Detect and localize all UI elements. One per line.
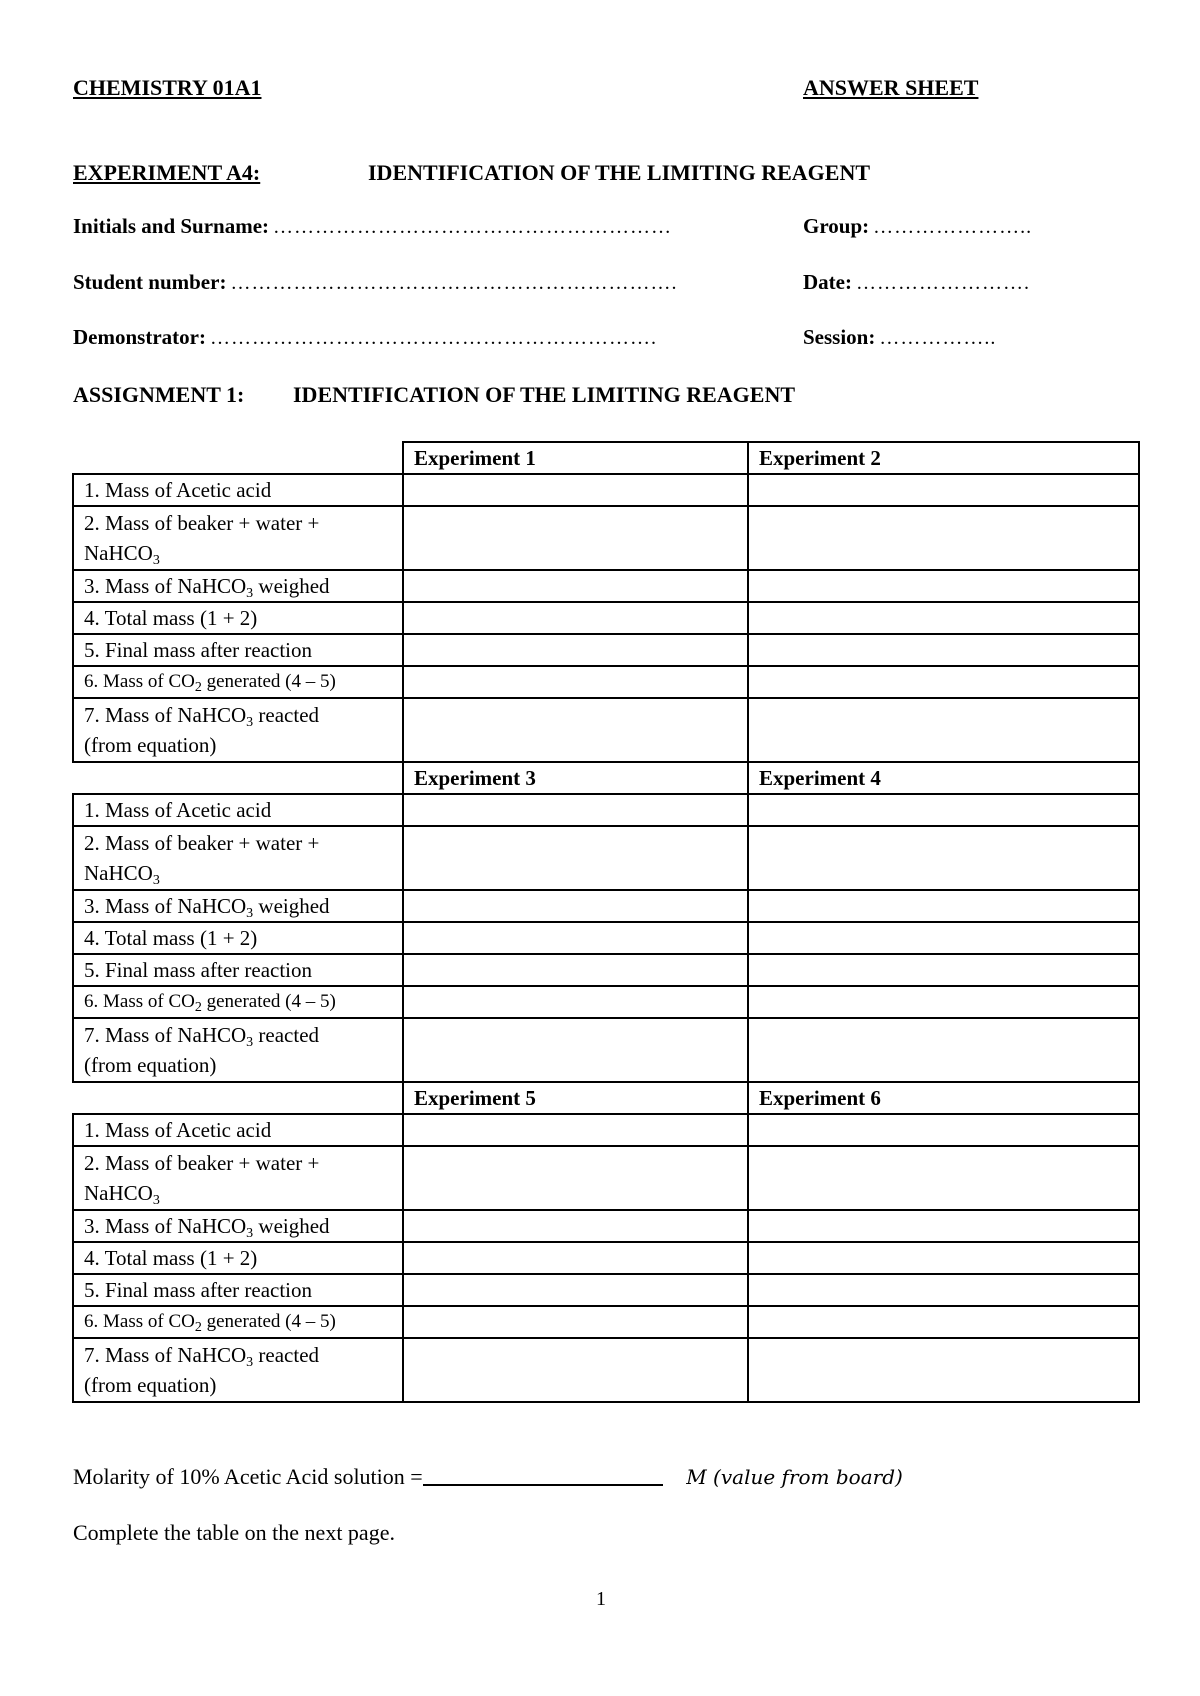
demonstrator-label: Demonstrator: [73, 325, 206, 349]
row-label: 4. Total mass (1 + 2) [73, 922, 403, 954]
session-dots: …………….. [879, 327, 997, 349]
table-row [73, 570, 1139, 602]
answer-cell[interactable] [748, 474, 1139, 506]
table-row [73, 1242, 1139, 1274]
group-dots: ………………….. [873, 216, 1033, 238]
answer-cell[interactable] [403, 474, 748, 506]
experiment-header-row [73, 442, 1139, 474]
answer-cell[interactable] [748, 666, 1139, 698]
row-label: 6. Mass of $CO_2$ generated (4 – 5) [73, 1306, 403, 1338]
sheet-type-title: ANSWER SHEET [803, 75, 979, 100]
answer-cell[interactable] [403, 986, 748, 1018]
table-row [73, 794, 1139, 826]
table-row [73, 922, 1139, 954]
row-label: 6. Mass of $CO_2$ generated (4 – 5) [73, 666, 403, 698]
row-label: 2. Mass of beaker + water + NaHCO$_3$ [73, 506, 403, 570]
row-label: 5. Final mass after reaction [73, 1274, 403, 1306]
answer-cell[interactable] [403, 794, 748, 826]
row-label: 1. Mass of Acetic acid [73, 794, 403, 826]
answer-cell[interactable] [403, 1274, 748, 1306]
blank-cell [73, 1082, 403, 1114]
answer-cell[interactable] [748, 602, 1139, 634]
table-row [73, 506, 1139, 570]
experiment-title: IDENTIFICATION OF THE LIMITING REAGENT [368, 160, 871, 185]
table-row [73, 698, 1139, 762]
student-number-field[interactable] [73, 270, 677, 295]
row-label: 3. Mass of NaHCO$_3$ weighed [73, 890, 403, 922]
experiment-label: EXPERIMENT A4: [73, 160, 261, 185]
name-label: Initials and Surname: [73, 214, 270, 238]
experiment-header: Experiment 5 [403, 1082, 748, 1114]
row-label: 3. Mass of NaHCO$_3$ weighed [73, 570, 403, 602]
name-dots: ………………………………………………… [273, 216, 673, 238]
answer-cell[interactable] [403, 666, 748, 698]
row-label: 7. Mass of NaHCO$_3$ reacted (from equation) [73, 1338, 403, 1402]
row-label: 3. Mass of NaHCO$_3$ weighed [73, 1210, 403, 1242]
molarity-text: Molarity of 10% Acetic Acid solution = [73, 1464, 423, 1489]
name-field[interactable] [73, 214, 672, 239]
date-field[interactable] [803, 270, 1030, 295]
session-field[interactable] [803, 325, 996, 350]
answer-cell[interactable] [748, 1306, 1139, 1338]
row-label: 4. Total mass (1 + 2) [73, 602, 403, 634]
answer-cell[interactable] [748, 1114, 1139, 1146]
experiment-header: Experiment 4 [748, 762, 1139, 794]
answer-cell[interactable] [403, 1146, 748, 1210]
molarity-line [73, 1462, 903, 1490]
table-row [73, 890, 1139, 922]
table-row [73, 1274, 1139, 1306]
answer-cell[interactable] [748, 1210, 1139, 1242]
table-row [73, 1210, 1139, 1242]
answer-cell[interactable] [748, 1338, 1139, 1402]
student-number-label: Student number: [73, 270, 227, 294]
answer-cell[interactable] [748, 986, 1139, 1018]
experiment-header-row [73, 762, 1139, 794]
answer-cell[interactable] [403, 570, 748, 602]
course-title: CHEMISTRY 01A1 [73, 75, 262, 100]
answer-cell[interactable] [403, 698, 748, 762]
answer-cell[interactable] [403, 890, 748, 922]
table-row [73, 602, 1139, 634]
table-row [73, 986, 1139, 1018]
student-number-dots: ………………………………………………………. [230, 272, 678, 294]
answer-cell[interactable] [403, 602, 748, 634]
answer-cell[interactable] [748, 922, 1139, 954]
row-label: 6. Mass of $CO_2$ generated (4 – 5) [73, 986, 403, 1018]
row-label: 5. Final mass after reaction [73, 634, 403, 666]
page-number: 1 [596, 1588, 606, 1610]
blank-cell [73, 762, 403, 794]
answer-cell[interactable] [403, 922, 748, 954]
experiment-header: Experiment 1 [403, 442, 748, 474]
row-label: 7. Mass of NaHCO$_3$ reacted (from equation) [73, 1018, 403, 1082]
table-row [73, 666, 1139, 698]
answer-cell[interactable] [748, 570, 1139, 602]
table-row [73, 474, 1139, 506]
answer-cell[interactable] [748, 1274, 1139, 1306]
row-label: 7. Mass of NaHCO$_3$ reacted (from equation) [73, 698, 403, 762]
answer-cell[interactable] [403, 1114, 748, 1146]
experiment-header: Experiment 6 [748, 1082, 1139, 1114]
demonstrator-field[interactable] [73, 325, 657, 350]
answer-cell[interactable] [403, 634, 748, 666]
row-label: 4. Total mass (1 + 2) [73, 1242, 403, 1274]
answer-cell[interactable] [748, 634, 1139, 666]
group-field[interactable] [803, 214, 1032, 239]
table-row [73, 1018, 1139, 1082]
answer-cell[interactable] [748, 506, 1139, 570]
table-row [73, 634, 1139, 666]
answer-cell[interactable] [403, 1338, 748, 1402]
answer-cell[interactable] [748, 826, 1139, 890]
answer-cell[interactable] [403, 826, 748, 890]
blank-cell [73, 442, 403, 474]
experiment-header: Experiment 3 [403, 762, 748, 794]
table-row [73, 1306, 1139, 1338]
instruction-text: Complete the table on the next page. [73, 1520, 395, 1545]
answer-cell[interactable] [403, 1018, 748, 1082]
row-label: 5. Final mass after reaction [73, 954, 403, 986]
answer-cell[interactable] [403, 1242, 748, 1274]
row-label: 2. Mass of beaker + water + NaHCO$_3$ [73, 1146, 403, 1210]
assignment-title: IDENTIFICATION OF THE LIMITING REAGENT [293, 382, 796, 407]
answer-cell[interactable] [748, 890, 1139, 922]
row-label: 1. Mass of Acetic acid [73, 474, 403, 506]
row-label: 1. Mass of Acetic acid [73, 1114, 403, 1146]
date-label: Date: [803, 270, 852, 294]
table-row [73, 1338, 1139, 1402]
answer-cell[interactable] [748, 1242, 1139, 1274]
row-label: 2. Mass of beaker + water + NaHCO$_3$ [73, 826, 403, 890]
table-row [73, 1114, 1139, 1146]
answer-cell[interactable] [403, 1306, 748, 1338]
experiment-header-row [73, 1082, 1139, 1114]
answer-cell[interactable] [403, 506, 748, 570]
results-table [72, 441, 1140, 1403]
answer-cell[interactable] [403, 954, 748, 986]
molarity-input-line[interactable] [423, 1462, 663, 1486]
molarity-unit: M (value from board) [686, 1465, 903, 1489]
answer-cell[interactable] [748, 1018, 1139, 1082]
group-label: Group: [803, 214, 870, 238]
session-label: Session: [803, 325, 876, 349]
answer-cell[interactable] [748, 794, 1139, 826]
answer-cell[interactable] [403, 1210, 748, 1242]
experiment-header: Experiment 2 [748, 442, 1139, 474]
answer-cell[interactable] [748, 954, 1139, 986]
date-dots: ……………………. [855, 272, 1030, 294]
demonstrator-dots: ………………………………………………………. [209, 327, 657, 349]
assignment-label: ASSIGNMENT 1: [73, 382, 245, 407]
answer-cell[interactable] [748, 1146, 1139, 1210]
table-row [73, 826, 1139, 890]
answer-cell[interactable] [748, 698, 1139, 762]
table-row [73, 954, 1139, 986]
table-row [73, 1146, 1139, 1210]
